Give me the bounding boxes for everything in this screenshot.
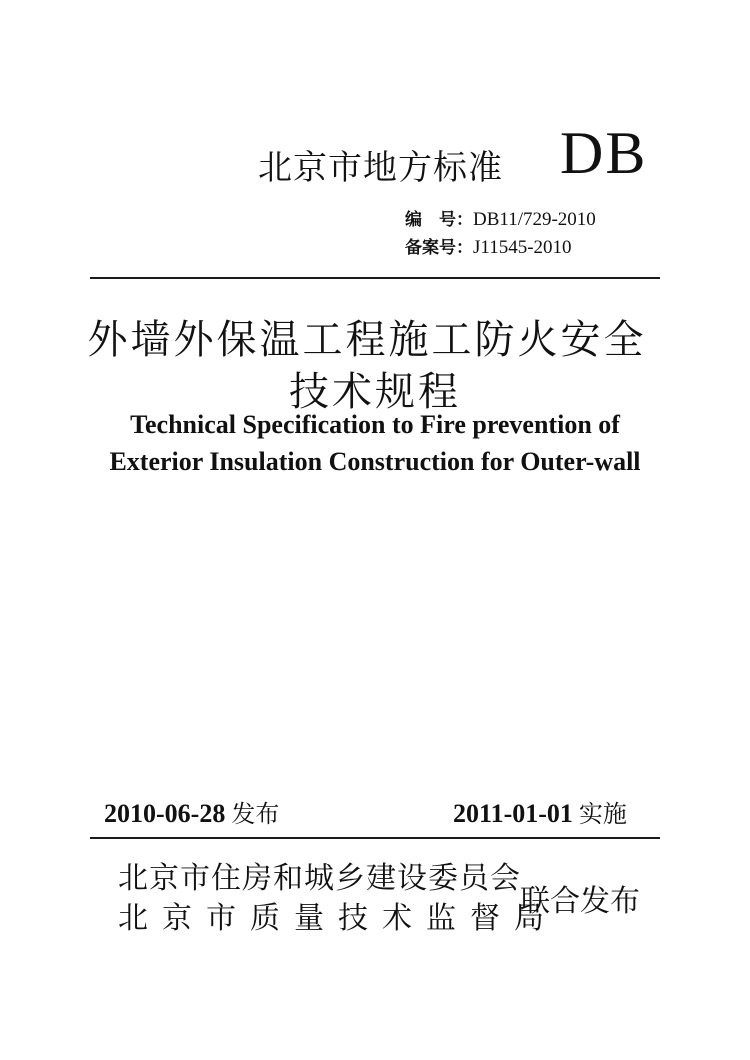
title-cn-line2: 技术规程 [289, 369, 461, 415]
implement-date-value: 2011-01-01 [453, 799, 573, 828]
issue-date-value: 2010-06-28 [104, 799, 226, 828]
issuer-line2: 北京市质量技术监督局 [118, 901, 558, 936]
standard-number-value: DB11/729-2010 [473, 209, 596, 230]
joint-issue-label: 联合发布 [520, 884, 640, 919]
title-cn-line1: 外墙外保温工程施工防火安全 [87, 317, 647, 363]
title-en-line2: Exterior Insulation Construction for Outer-wall [109, 447, 641, 476]
implement-date-label: 实施 [578, 800, 627, 828]
record-number-label: 备案号 [405, 238, 456, 258]
record-number-value: J11545-2010 [473, 237, 572, 258]
record-number-colon: ： [456, 238, 473, 258]
standard-number-colon: ： [456, 210, 473, 230]
title-en-line1: Technical Specification to Fire prevention of [130, 410, 620, 439]
db-mark: DB [560, 120, 648, 186]
issue-date-label: 发布 [231, 800, 280, 828]
top-divider [90, 277, 660, 279]
bottom-divider [90, 837, 660, 839]
issuer-line1: 北京市住房和城乡建设委员会 [118, 861, 521, 896]
issue-date [104, 794, 279, 829]
standard-number-label: 编 号 [405, 210, 456, 230]
implement-date [453, 794, 627, 829]
record-number [405, 233, 572, 259]
standard-number [405, 205, 596, 231]
standard-type: 北京市地方标准 [258, 148, 503, 188]
